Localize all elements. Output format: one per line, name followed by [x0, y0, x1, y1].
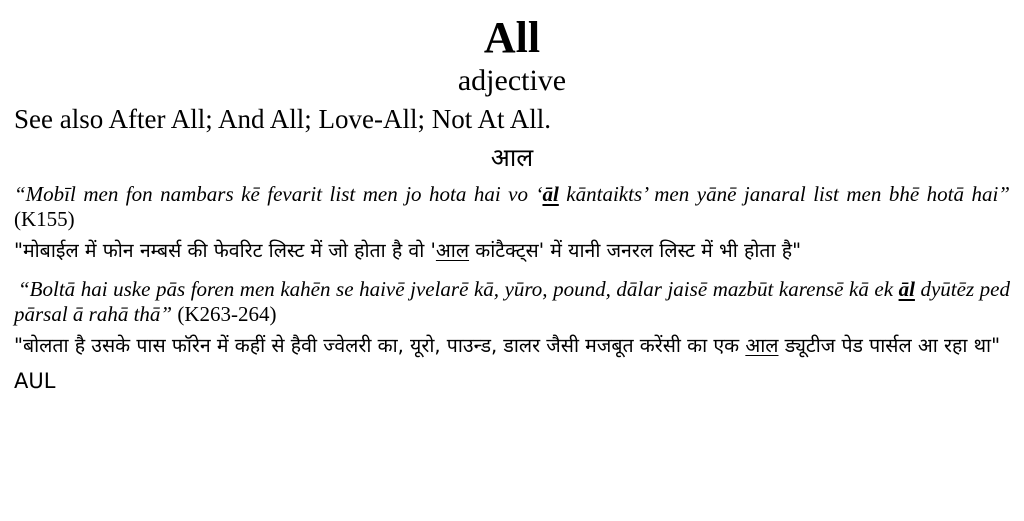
roman-pronunciation-tag: AUL: [14, 369, 56, 393]
example-2-hindi-keyword: आल: [745, 334, 779, 357]
example-1-hindi-keyword: आल: [435, 239, 470, 262]
example-1-transliteration: [14, 182, 1010, 232]
example-2-translit-after: dyūtēz ped pārsal ā rahā thā”: [14, 277, 1010, 326]
example-1-translit-before: “Mobīl men fon nambars kē fevarit list men jo hota hai vo ‘: [14, 182, 543, 206]
example-2-translit-keyword: āl: [898, 277, 915, 301]
example-1-hindi-before: "मोबाईल में फोन नम्बर्स की फेवरिट लिस्ट में जो होता है वो ': [14, 239, 436, 262]
see-also-line: See also After All; And All; Love-All; Not At All.: [14, 104, 551, 134]
example-2-translit-before: “Boltā hai uske pās foren men kahēn se haivē jvelarē kā, yūro, pound, dālar jaisē mazbūt karensē kā ek: [18, 277, 899, 301]
example-1-hindi-after: कांटैक्ट्स' में यानी जनरल लिस्ट में भी होता है": [469, 239, 802, 262]
example-2-reference: (K263-264): [172, 302, 277, 326]
example-1-hindi: [14, 234, 1010, 267]
example-1-translit-after: kāntaikts’ men yānē janaral list men bhē hotā hai”: [558, 182, 1010, 206]
example-2-hindi: [14, 329, 1010, 362]
hindi-headword: आल: [490, 143, 534, 172]
example-1-translit-keyword: āl: [542, 182, 559, 206]
example-1-reference: (K155): [14, 207, 75, 231]
example-2-transliteration: [14, 277, 1010, 327]
example-2-hindi-before: "बोलता है उसके पास फॉरेन में कहीं से हैवी ज्वेलरी का, यूरो, पाउन्ड, डालर जैसी मजबूत करेंसी का एक: [14, 334, 746, 357]
part-of-speech: adjective: [457, 64, 567, 97]
example-2-hindi-after: ड्यूटीज पेड पार्सल आ रहा था": [778, 334, 1001, 357]
headword: All: [483, 13, 541, 62]
